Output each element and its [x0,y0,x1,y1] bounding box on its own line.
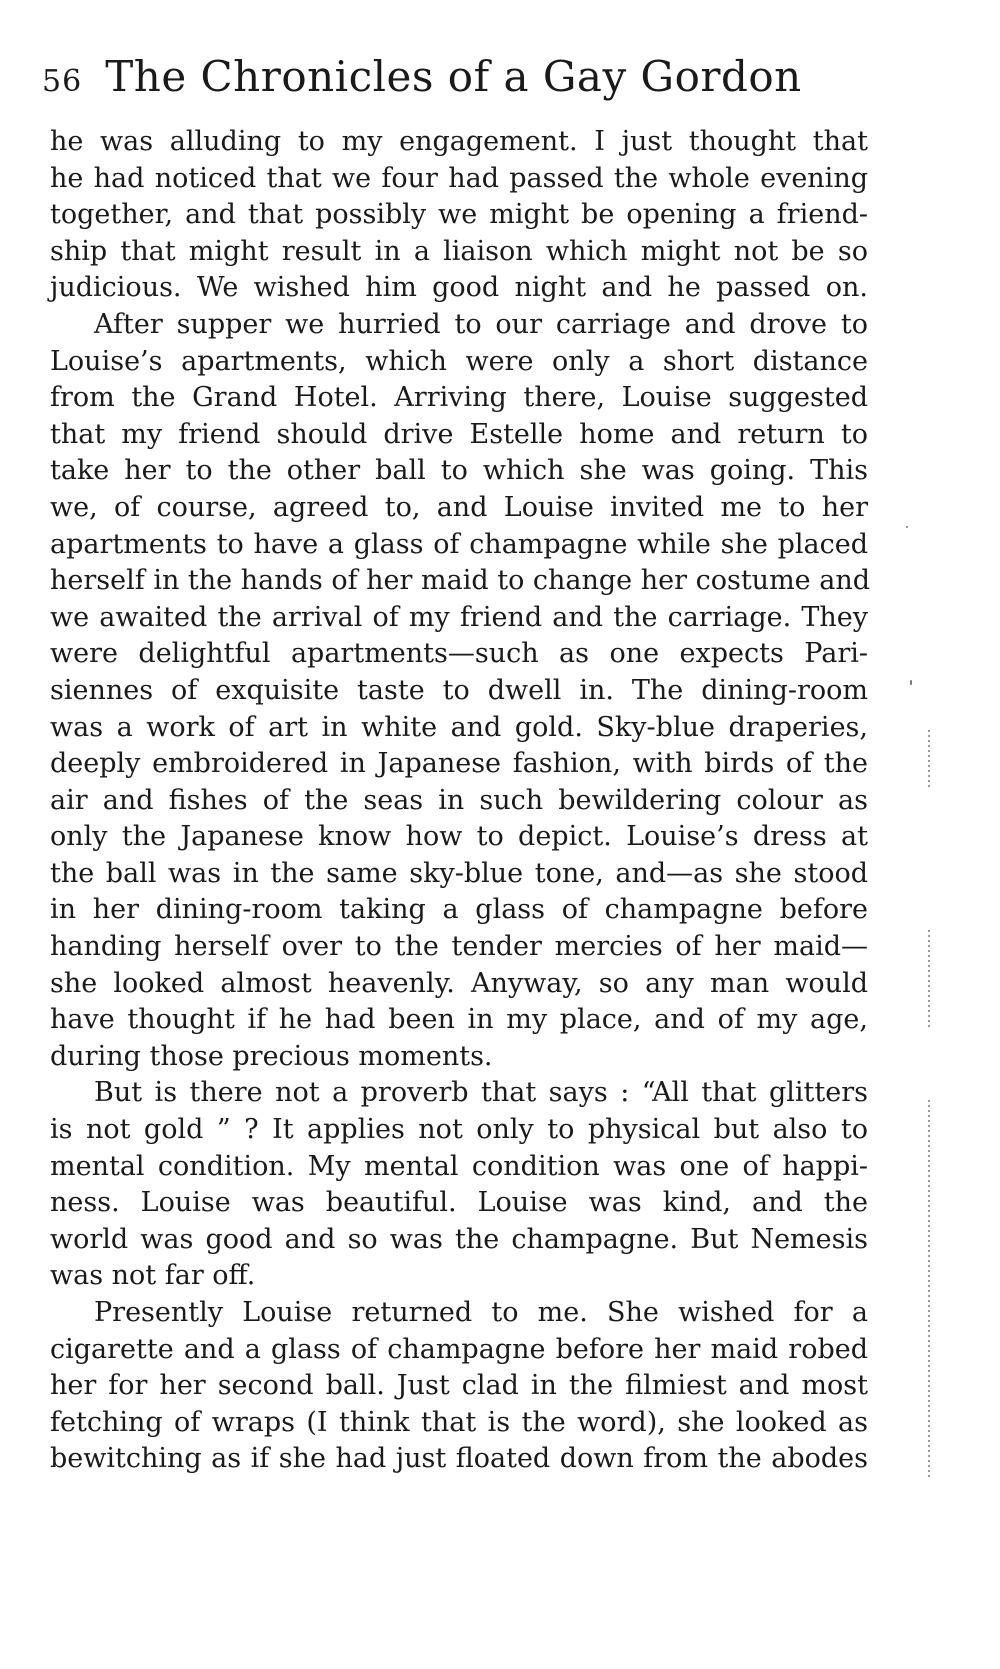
text-line: world was good and so was the champagne. But Nemesis [50,1223,868,1255]
text-line: fetching of wraps (I think that is the word), she looked as [50,1406,868,1438]
text-line: the ball was in the same sky-blue tone, and—as she stood [50,857,868,889]
text-line: she looked almost heavenly. Anyway, so any man would [50,967,868,999]
text-line: siennes of exquisite taste to dwell in. The dining-room [50,674,868,706]
scan-streak [928,730,930,790]
scan-speck [910,680,912,685]
text-line: is not gold ” ? It applies not only to physical but also to [50,1114,868,1146]
text-line: But is there not a proverb that says : “All that glitters [94,1077,868,1109]
text-line: cigarette and a glass of champagne before her maid robed [50,1333,868,1365]
text-line: during those precious moments. [50,1040,493,1072]
text-line: were delightful apartments—such as one expects Pari- [50,638,868,670]
text-line: apartments to have a glass of champagne while she placed [50,528,868,560]
text-line: air and fishes of the seas in such bewildering colour as [50,784,868,816]
text-line: in her dining-room taking a glass of champagne before [50,894,868,926]
text-line: deeply embroidered in Japanese fashion, with birds of the [50,748,868,780]
text-line: we awaited the arrival of my friend and the carriage. They [50,601,868,633]
text-line: handing herself over to the tender mercies of her maid— [50,931,868,963]
text-line: ness. Louise was beautiful. Louise was kind, and the [50,1187,868,1219]
text-line: together, and that possibly we might be opening a friend- [50,199,868,231]
text-line: was a work of art in white and gold. Sky-blue draperies, [50,711,868,743]
text-line: we, of course, agreed to, and Louise invited me to her [50,491,868,523]
text-line: he had noticed that we four had passed the whole evening [50,162,868,194]
text-line: Presently Louise returned to me. She wished for a [94,1297,868,1328]
text-line: have thought if he had been in my place, and of my age, [50,1004,868,1036]
running-title: The Chronicles of a Gay Gordon [105,52,802,101]
text-line: he was alluding to my engagement. I just thought that [50,126,868,157]
text-line: only the Japanese know how to depict. Louise’s dress at [50,821,868,853]
scan-streak [928,1100,930,1480]
page-header [42,52,902,112]
text-line: mental condition. My mental condition was one of happi- [50,1150,868,1182]
text-line: Louise’s apartments, which were only a short distance [50,345,868,377]
scan-speck [906,526,908,528]
page-number: 56 [42,64,83,99]
body-text [50,124,871,1478]
text-line: that my friend should drive Estelle home and return to [50,418,868,450]
text-line: bewitching as if she had just floated down from the abodes [50,1443,868,1475]
text-line: her for her second ball. Just clad in the filmiest and most [50,1370,868,1402]
text-line: take her to the other ball to which she was going. This [50,455,868,487]
text-line: judicious. We wished him good night and he passed on. [50,272,868,304]
text-line: from the Grand Hotel. Arriving there, Louise suggested [50,382,868,414]
text-line: herself in the hands of her maid to change her costume and [50,565,871,597]
scan-streak [928,930,930,1030]
text-line: was not far off. [50,1260,256,1292]
text-line: After supper we hurried to our carriage and drove to [94,308,868,340]
text-line: ship that might result in a liaison which might not be so [50,235,868,267]
